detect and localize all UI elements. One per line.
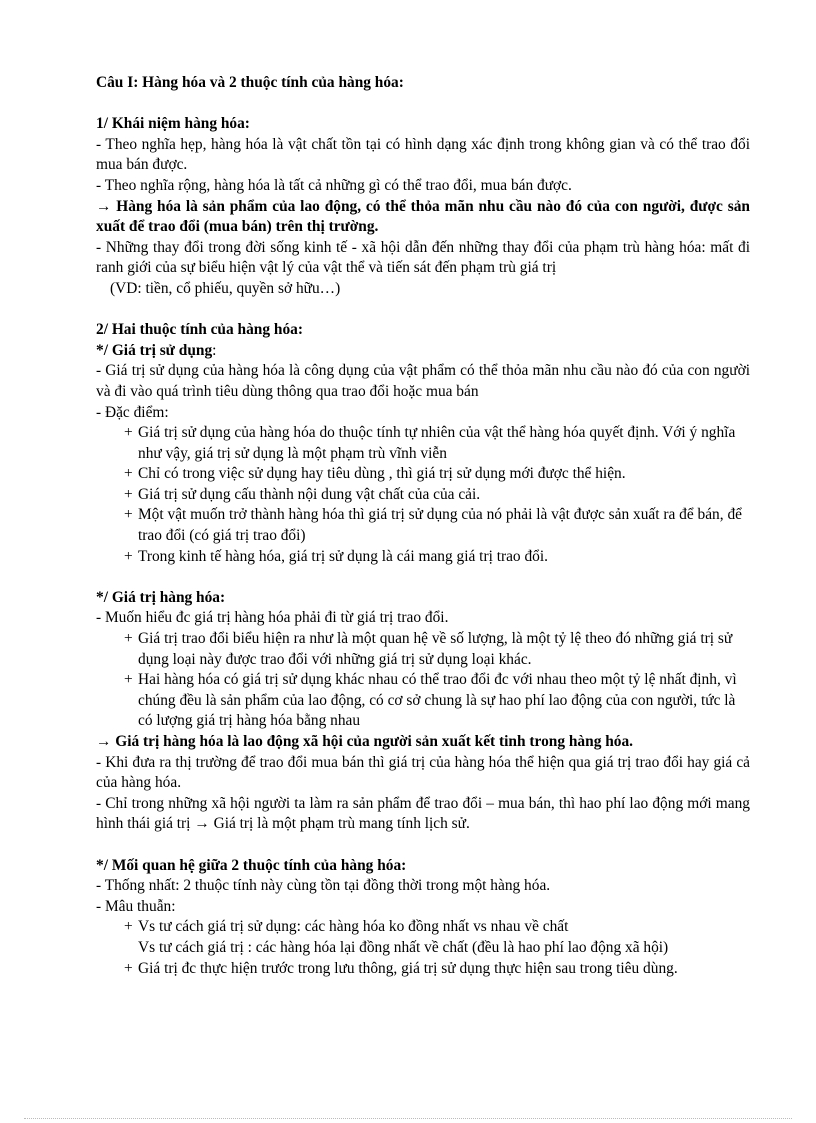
list-item <box>96 670 750 732</box>
relation-bullet-2: Giá trị đc thực hiện trước trong lưu thông, giá trị sử dụng thực hiện sau trong tiêu dùng. <box>138 959 678 977</box>
value-conclusion <box>96 732 750 753</box>
bullet-marker: + <box>124 465 133 483</box>
relation-bullet-1-line-2: Vs tư cách giá trị : các hàng hóa lại đồng nhất về chất (đều là hao phí lao động xã hội) <box>138 938 669 956</box>
s1-paragraph-1: - Theo nghĩa hẹp, hàng hóa là vật chất tồn tại có hình dạng xác định trong không gian và có thể trao đổi mua bán được. <box>96 135 750 174</box>
value-paragraph-3-conclusion: Giá trị là một phạm trù mang tính lịch sử. <box>213 815 470 833</box>
use-value-bullet-2: Chỉ có trong việc sử dụng hay tiêu dùng , thì giá trị sử dụng mới được thể hiện. <box>138 465 626 483</box>
list-item <box>96 505 750 546</box>
use-value-bullet-4: Một vật muốn trở thành hàng hóa thì giá trị sử dụng của nó phải là vật được sản xuất ra để bán, để trao đổi (có giá trị trao đổi) <box>138 506 742 545</box>
list-item <box>96 629 750 670</box>
spacer <box>96 300 750 321</box>
document-title: Câu I: Hàng hóa và 2 thuộc tính của hàng hóa: <box>96 74 404 91</box>
list-item <box>96 959 750 980</box>
list-item <box>96 547 750 568</box>
bullet-marker: + <box>124 918 133 936</box>
list-item <box>96 485 750 506</box>
relation-paragraph-2: - Mâu thuẫn: <box>96 897 176 915</box>
page-bottom-divider <box>24 1118 792 1119</box>
s1-paragraph-2: - Theo nghĩa rộng, hàng hóa là tất cả những gì có thể trao đổi, mua bán được. <box>96 176 572 194</box>
bullet-marker: + <box>124 671 133 689</box>
value-paragraph-1: - Muốn hiểu đc giá trị hàng hóa phải đi từ giá trị trao đổi. <box>96 609 449 627</box>
use-value-heading: */ Giá trị sử dụng <box>96 341 213 359</box>
value-bullet-2: Hai hàng hóa có giá trị sử dụng khác nhau có thể trao đổi đc với nhau theo một tỷ lệ nhất định, vì chúng đều là sản phẩm của lao động, có cơ sở chung là sự hao phí lao động của con người, tức là có lượng giá trị hàng hóa bằng nhau <box>138 671 737 730</box>
list-item <box>96 917 750 958</box>
relation-paragraph-1: - Thống nhất: 2 thuộc tính này cùng tồn tại đồng thời trong một hàng hóa. <box>96 877 551 895</box>
use-value-features-label: - Đặc điểm: <box>96 403 169 421</box>
arrow-right-icon: → <box>96 733 112 750</box>
list-item <box>96 464 750 485</box>
s1-paragraph-4: - Những thay đổi trong đời sống kinh tế - xã hội dẫn đến những thay đổi của phạm trù hàng hóa: mất đi ranh giới của sự biểu hiện vật lý của vật thể và tiến sát đến phạm trù giá trị <box>96 238 750 277</box>
relation-heading: */ Mối quan hệ giữa 2 thuộc tính của hàng hóa: <box>96 856 407 874</box>
value-paragraph-2: - Khi đưa ra thị trường để trao đổi mua bán thì giá trị của hàng hóa thể hiện qua giá trị trao đổi hay giá cả của hàng hóa. <box>96 753 750 792</box>
bullet-marker: + <box>124 506 133 524</box>
use-value-heading-line <box>96 341 750 362</box>
relation-bullet-1-line-1: Vs tư cách giá trị sử dụng: các hàng hóa ko đồng nhất vs nhau về chất <box>138 918 569 936</box>
spacer <box>96 567 750 588</box>
spacer <box>96 835 750 856</box>
use-value-bullet-5: Trong kinh tế hàng hóa, giá trị sử dụng là cái mang giá trị trao đổi. <box>138 547 548 565</box>
use-value-paragraph-1: - Giá trị sử dụng của hàng hóa là công dụng của vật phẩm có thể thỏa mãn nhu cầu nào đó của con người và đi vào quá trình tiêu dùng thông qua trao đổi hoặc mua bán <box>96 362 750 400</box>
section-1-heading: 1/ Khái niệm hàng hóa: <box>96 115 250 133</box>
s1-conclusion <box>96 197 750 238</box>
arrow-right-icon: → <box>194 815 210 833</box>
s1-example: (VD: tiền, cổ phiếu, quyền sở hữu…) <box>110 279 341 297</box>
use-value-bullet-3: Giá trị sử dụng cấu thành nội dung vật chất của của cải. <box>138 485 481 503</box>
list-item <box>96 423 750 464</box>
value-paragraph-3 <box>96 794 750 835</box>
value-conclusion-text: Giá trị hàng hóa là lao động xã hội của người sản xuất kết tinh trong hàng hóa. <box>115 733 634 750</box>
bullet-marker: + <box>124 547 133 565</box>
value-paragraph-3-text: - Chỉ trong những xã hội người ta làm ra sản phẩm để trao đổi – mua bán, thì hao phí lao động mới mang hình thái giá trị <box>96 794 750 833</box>
arrow-right-icon: → <box>96 197 112 215</box>
s1-conclusion-text: Hàng hóa là sản phẩm của lao động, có thể thỏa mãn nhu cầu nào đó của con người, được sản xuất để trao đổi (mua bán) trên thị trường. <box>96 197 750 236</box>
bullet-marker: + <box>124 424 133 442</box>
use-value-bullet-1: Giá trị sử dụng của hàng hóa do thuộc tính tự nhiên của vật thể hàng hóa quyết định. Với ý nghĩa như vậy, giá trị sử dụng là một phạm trù vĩnh viễn <box>138 424 736 462</box>
bullet-marker: + <box>124 485 133 503</box>
bullet-marker: + <box>124 959 133 977</box>
relation-bullet-1 <box>138 917 750 958</box>
section-2-heading: 2/ Hai thuộc tính của hàng hóa: <box>96 321 303 339</box>
bullet-marker: + <box>124 630 133 648</box>
value-bullet-1: Giá trị trao đổi biểu hiện ra như là một quan hệ về số lượng, là một tỷ lệ theo đó những giá trị sử dụng loại này được trao đổi với những giá trị sử dụng loại khác. <box>138 630 733 668</box>
value-heading: */ Giá trị hàng hóa: <box>96 588 226 606</box>
use-value-heading-colon: : <box>212 341 217 359</box>
document-page <box>96 73 750 979</box>
